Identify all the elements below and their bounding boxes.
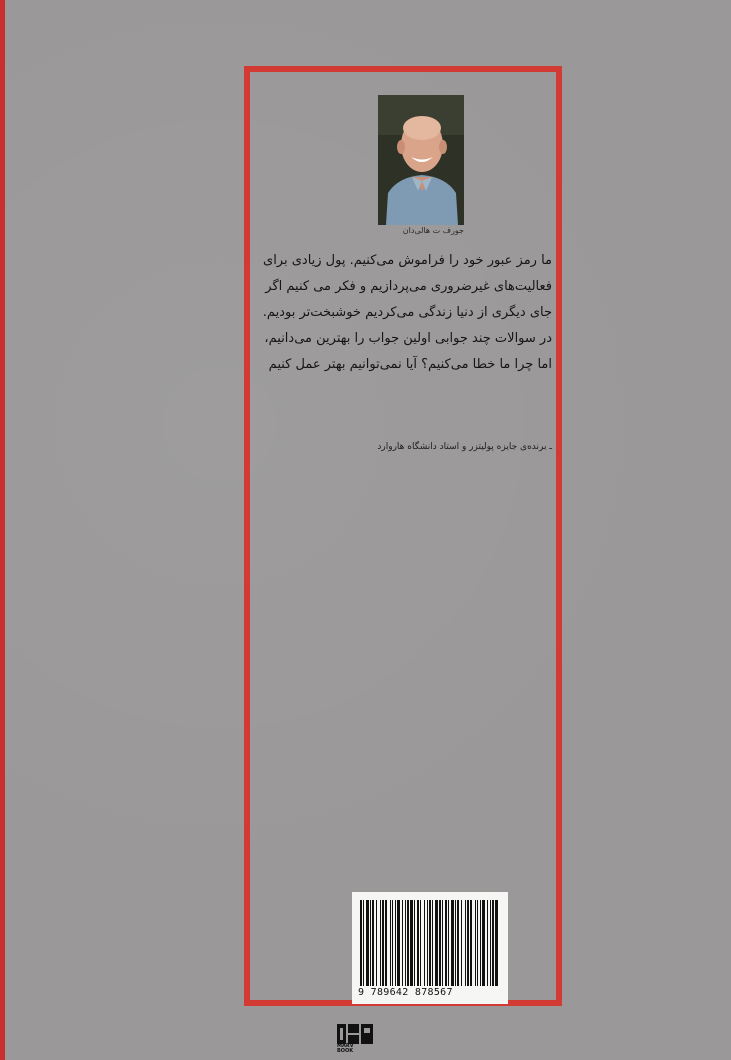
author-name-caption: جورف ت هالی‌دان — [402, 226, 464, 235]
blurb-line: جای دیگری از دنیا زندگی می‌کردیم خوشبخت‌تر بودیم. — [262, 305, 552, 320]
quote-attribution: ـ برنده‌ی جایزه پولیتزر و استاد دانشگاه هاروارد — [377, 442, 552, 452]
blurb-text — [258, 248, 552, 378]
blurb-line: اما چرا ما خطا می‌کنیم؟ آیا نمی‌توانیم بهتر عمل کنیم — [268, 357, 552, 372]
author-photo — [378, 95, 464, 225]
publisher-logo-icon — [337, 1024, 373, 1044]
blurb-line: در سوالات چند جوابی اولین جواب را بهترین می‌دانیم، — [264, 331, 552, 346]
cover-edge-stripe — [0, 0, 5, 1060]
publisher-logo — [337, 1024, 373, 1054]
isbn-barcode — [352, 892, 508, 1004]
publisher-logo-text: MARV BOOK — [337, 1043, 354, 1054]
barcode-bars — [360, 900, 500, 986]
blurb-line: ما رمز عبور خود را فراموش می‌کنیم. پول زیادی برای — [263, 253, 552, 268]
blurb-line: فعالیت‌های غیرضروری می‌پردازیم و فکر می کنیم اگر — [265, 279, 552, 294]
barcode-bar — [495, 900, 498, 986]
isbn-number: 9 789642 878567 — [358, 987, 453, 998]
